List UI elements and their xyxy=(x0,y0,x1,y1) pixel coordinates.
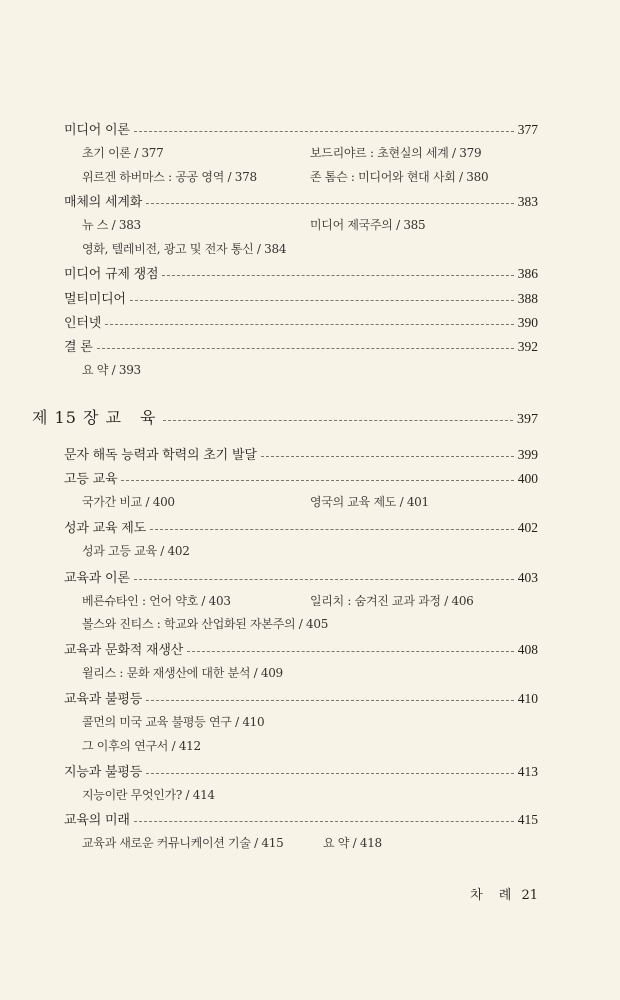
dot-leader xyxy=(261,456,514,457)
toc-entry-page: 402 xyxy=(517,520,538,535)
dot-leader xyxy=(146,203,514,204)
chapter-page: 397 xyxy=(517,412,538,427)
dot-leader xyxy=(130,300,514,301)
toc-subentry[interactable]: 요 약 / 393 xyxy=(82,363,141,377)
toc-subentry[interactable]: 국가간 비교 / 400 xyxy=(82,495,175,509)
toc-entry-title: 매체의 세계화 xyxy=(64,195,143,210)
toc-entry-title: 문자 해독 능력과 학력의 초기 발달 xyxy=(64,448,257,463)
toc-subentry[interactable]: 미디어 제국주의 / 385 xyxy=(310,218,426,232)
toc-subentry[interactable]: 지능이란 무엇인가? / 414 xyxy=(82,788,215,802)
toc-entry[interactable] xyxy=(64,116,538,138)
toc-entry-page: 413 xyxy=(517,764,538,779)
dot-leader xyxy=(187,651,514,652)
toc-subentry[interactable]: 베른슈타인 : 언어 약호 / 403 xyxy=(82,594,231,608)
toc-subentry[interactable]: 교육과 새로운 커뮤니케이션 기술 / 415 xyxy=(82,836,284,850)
chapter-number: 제 15 장 xyxy=(32,408,100,427)
toc-entry-title: 교육과 이론 xyxy=(64,571,130,586)
toc-entry-title: 미디어 이론 xyxy=(64,123,130,138)
toc-entry-page: 408 xyxy=(517,642,538,657)
dot-leader xyxy=(163,420,513,421)
toc-entry-page: 383 xyxy=(517,194,538,209)
toc-entry-title: 교육과 불평등 xyxy=(64,692,143,707)
toc-entry-page: 400 xyxy=(517,471,538,486)
toc-entry-page: 390 xyxy=(517,315,538,330)
toc-entry[interactable] xyxy=(64,309,538,331)
toc-entry-page: 399 xyxy=(517,447,538,462)
toc-entry[interactable] xyxy=(64,465,538,487)
toc-subentry[interactable]: 윌리스 : 문화 재생산에 대한 분석 / 409 xyxy=(82,666,283,680)
toc-entry[interactable] xyxy=(64,758,538,780)
toc-entry-title: 고등 교육 xyxy=(64,472,118,487)
dot-leader xyxy=(97,348,514,349)
toc-entry-page: 410 xyxy=(517,691,538,706)
page-number: 21 xyxy=(521,888,538,903)
toc-entry-title: 교육과 문화적 재생산 xyxy=(64,643,184,658)
dot-leader xyxy=(134,821,514,822)
toc-entry-page: 388 xyxy=(517,291,538,306)
toc-entry[interactable] xyxy=(64,514,538,536)
toc-subentry[interactable]: 뉴 스 / 383 xyxy=(82,218,141,232)
toc-subentry[interactable]: 볼스와 진티스 : 학교와 산업화된 자본주의 / 405 xyxy=(82,617,329,631)
toc-entry[interactable] xyxy=(64,285,538,307)
page-footer xyxy=(420,884,538,903)
dot-leader xyxy=(105,324,514,325)
toc-entry[interactable] xyxy=(64,260,538,282)
toc-entry[interactable] xyxy=(64,685,538,707)
dot-leader xyxy=(146,773,514,774)
toc-entry-page: 403 xyxy=(517,570,538,585)
chapter-heading[interactable] xyxy=(32,402,538,428)
toc-entry-title: 결 론 xyxy=(64,340,93,355)
toc-subentry[interactable]: 성과 고등 교육 / 402 xyxy=(82,544,190,558)
toc-subentry[interactable]: 영화, 텔레비전, 광고 및 전자 통신 / 384 xyxy=(82,242,287,256)
dot-leader xyxy=(150,529,514,530)
toc-entry-page: 415 xyxy=(517,812,538,827)
toc-entry-title: 지능과 불평등 xyxy=(64,765,143,780)
dot-leader xyxy=(121,480,513,481)
toc-entry[interactable] xyxy=(64,441,538,463)
footer-label: 차 례 xyxy=(470,888,518,903)
dot-leader xyxy=(134,579,514,580)
toc-entry[interactable] xyxy=(64,188,538,210)
toc-entry[interactable] xyxy=(64,806,538,828)
toc-entry[interactable] xyxy=(64,333,538,355)
toc-subentry[interactable]: 보드리야르 : 초현실의 세계 / 379 xyxy=(310,146,482,160)
toc-entry-title: 미디어 규제 쟁점 xyxy=(64,267,159,282)
toc-subentry[interactable]: 존 톰슨 : 미디어와 현대 사회 / 380 xyxy=(310,170,489,184)
toc-subentry[interactable]: 콜먼의 미국 교육 불평등 연구 / 410 xyxy=(82,715,265,729)
toc-subentry[interactable]: 일리치 : 숨겨진 교과 과정 / 406 xyxy=(310,594,474,608)
toc-subentry[interactable]: 위르겐 하버마스 : 공공 영역 / 378 xyxy=(82,170,257,184)
dot-leader xyxy=(146,700,514,701)
toc-entry[interactable] xyxy=(64,636,538,658)
toc-entry[interactable] xyxy=(64,564,538,586)
toc-subentry[interactable]: 그 이후의 연구서 / 412 xyxy=(82,739,201,753)
toc-entry-page: 386 xyxy=(517,266,538,281)
toc-subentry[interactable]: 요 약 / 418 xyxy=(323,836,382,850)
toc-entry-title: 성과 교육 제도 xyxy=(64,521,147,536)
toc-entry-page: 377 xyxy=(517,122,538,137)
toc-entry-title: 인터넷 xyxy=(64,316,102,331)
toc-subentry[interactable]: 영국의 교육 제도 / 401 xyxy=(310,495,429,509)
toc-subentry[interactable]: 초기 이론 / 377 xyxy=(82,146,164,160)
toc-entry-page: 392 xyxy=(517,339,538,354)
dot-leader xyxy=(134,131,514,132)
toc-entry-title: 멀티미디어 xyxy=(64,292,126,307)
dot-leader xyxy=(162,275,513,276)
chapter-title: 교 육 xyxy=(105,408,160,427)
toc-entry-title: 교육의 미래 xyxy=(64,813,130,828)
